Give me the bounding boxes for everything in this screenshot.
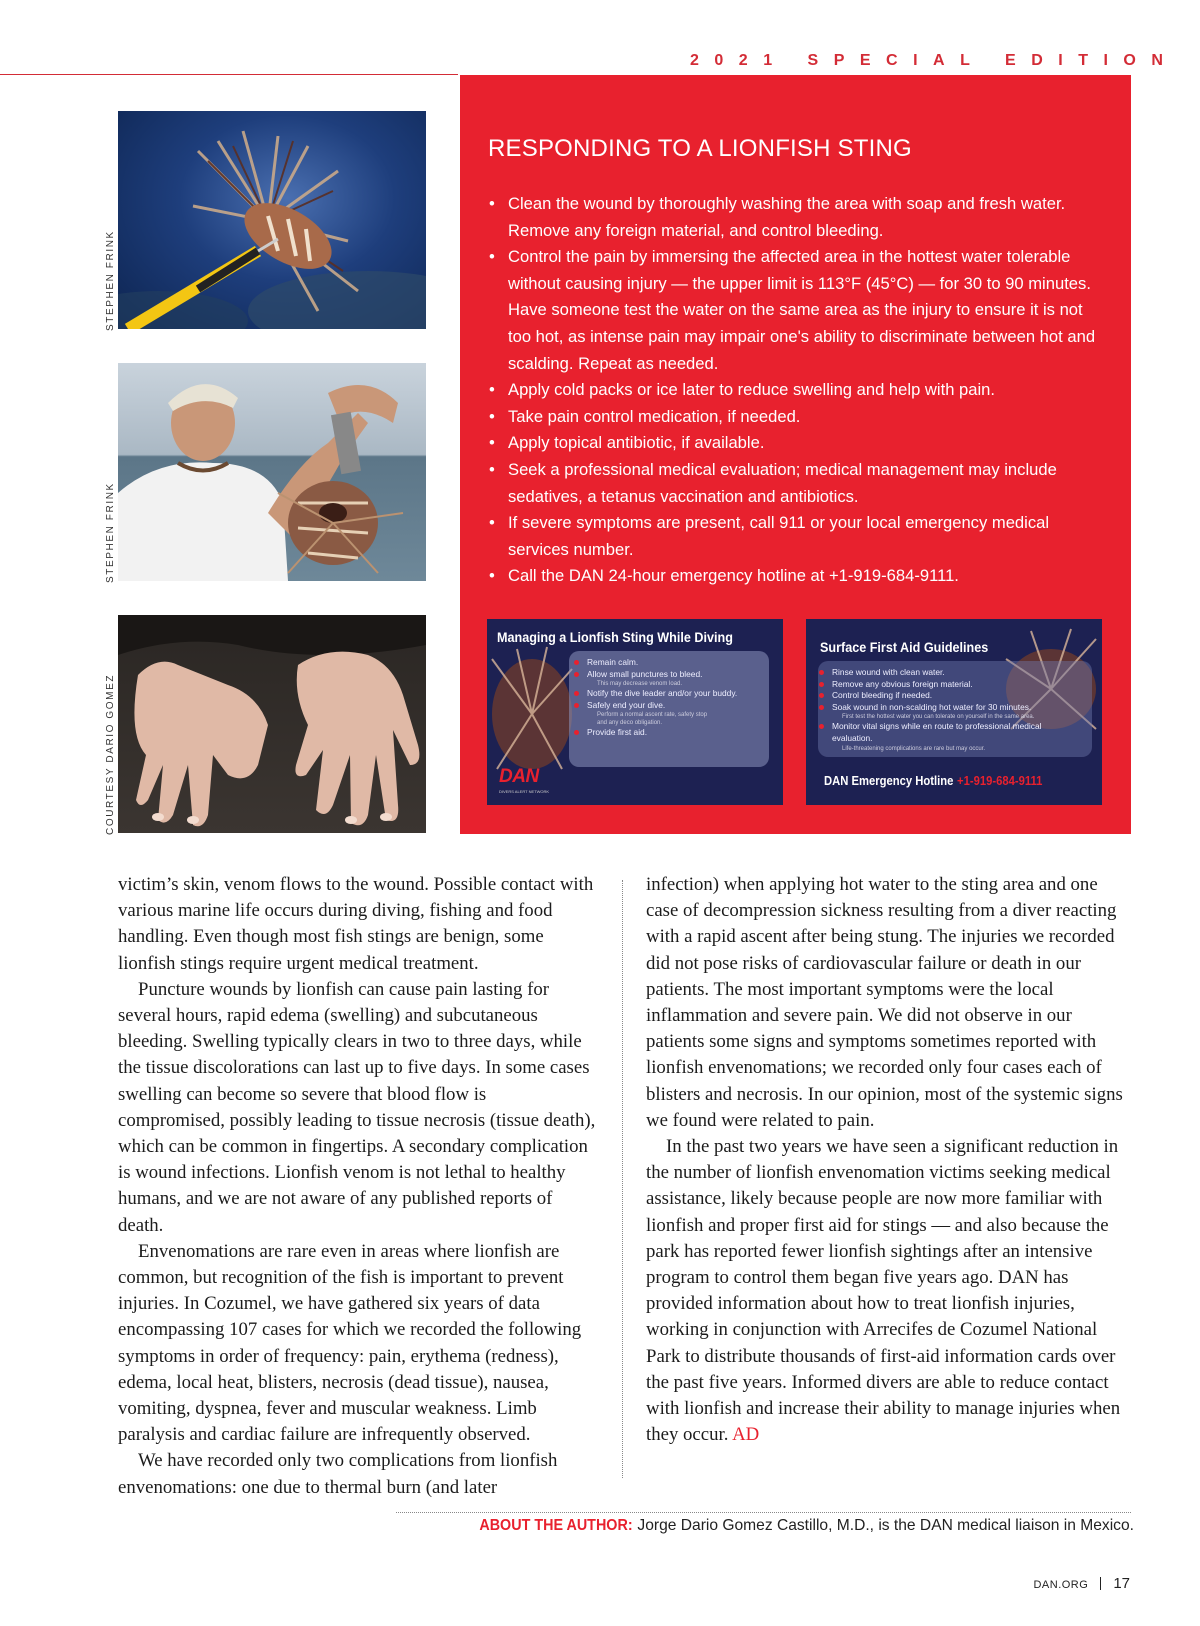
card-line: Allow small punctures to bleed. — [587, 669, 765, 681]
article-paragraph: We have recorded only two complications from lionfish envenomations: one due to thermal burn (and later — [118, 1450, 558, 1498]
dan-logo-tagline: DIVERS ALERT NETWORK — [499, 789, 550, 794]
article-paragraph: Puncture wounds by lionfish can cause pain lasting for several hours, rapid edema (swelling) and subcutaneous bleeding. Swelling typically clears in two to three days, while the tissue discolorations can last up to five days. In some cases swelling can become so severe that blood flow is compromised, possibly leading to tissue necrosis (tissue death), which can be common in fingertips. A secondary complication is wound infections. Lionfish venom is not lethal to healthy humans, and we are not aware of any published reports of death. — [118, 978, 596, 1236]
diving-sting-card — [487, 619, 783, 805]
lionfish-sting-sidebar — [460, 75, 1131, 834]
footer-separator — [1100, 1577, 1101, 1590]
edition-header: 2021 SPECIAL EDITION — [690, 52, 1179, 69]
card-line: Monitor vital signs while en route to professional medical — [832, 721, 1090, 733]
card-line: Rinse wound with clean water. — [832, 667, 1090, 679]
card-line: Soak wound in non-scalding hot water for 30 minutes. — [832, 702, 1090, 714]
sidebar-step: • Call the DAN 24-hour emergency hotline at +1-919-684-9111. — [488, 563, 1108, 590]
card-subline: Life-threatening complications are rare but may occur. — [842, 745, 986, 752]
surface-first-aid-card — [806, 619, 1102, 805]
card-line: Remove any obvious foreign material. — [832, 679, 1090, 691]
author-divider — [396, 1512, 1131, 1513]
card-subline: and any deco obligation. — [597, 720, 663, 727]
card-line: Control bleeding if needed. — [832, 690, 1090, 702]
hotline-label: DAN Emergency Hotline — [824, 774, 954, 788]
article-paragraph: victim’s skin, venom flows to the wound. Possible contact with various marine life occurs during diving, fishing and food handling. Even though most fish stings are benign, some lionfish stings require urgent medical treatment. — [118, 874, 594, 974]
sidebar-step: • Control the pain by immersing the affected area in the hottest water tolerable without causing injury — the upper limit is 113°F (45°C) — for 30 to 90 minutes. Have someone test the water on the same area as the injury to ensure it is not too hot, as intense pain may impair one's ability to discriminate between hot and scalding. Repeat as needed. — [488, 244, 1108, 377]
header-rule — [0, 74, 458, 75]
about-the-author — [399, 1517, 1134, 1535]
card-line: evaluation. — [832, 732, 873, 743]
article-right-column — [646, 872, 1131, 1448]
man-holding-lionfish-photo — [118, 363, 426, 581]
sidebar-step: • Apply cold packs or ice later to reduce swelling and help with pain. — [488, 377, 1108, 404]
emergency-hotline — [824, 774, 1042, 788]
surface-card-title: Surface First Aid Guidelines — [820, 639, 989, 655]
footer-site: DAN.ORG — [1033, 1579, 1089, 1591]
sidebar-step: • If severe symptoms are present, call 911 or your local emergency medical services number. — [488, 510, 1108, 563]
card-subline: This may decrease venom load. — [597, 681, 683, 688]
card-line: Safely end your dive. — [587, 700, 765, 712]
card-line: Notify the dive leader and/or your buddy. — [587, 688, 765, 700]
card-line: Remain calm. — [587, 657, 765, 669]
hotline-number: +1-919-684-9111 — [957, 774, 1043, 788]
page-number: 17 — [1113, 1575, 1130, 1592]
column-divider — [622, 880, 623, 1478]
end-mark: AD — [732, 1424, 760, 1446]
sidebar-step: • Seek a professional medical evaluation; medical management may include sedatives, a tetanus vaccination and antibiotics. — [488, 457, 1108, 510]
sidebar-steps-list — [488, 191, 1108, 590]
article-paragraph: In the past two years we have seen a significant reduction in the number of lionfish envenomation victims seeking medical assistance, likely because people are now more familiar with lionfish and proper first aid for stings — and also because the park has reported fewer lionfish sightings after an intensive program to control them began five years ago. DAN has provided information about how to treat lionfish injuries, working in conjunction with Arrecifes de Cozumel National Park to distribute thousands of first-aid information cards over the past five years. Informed divers are able to reduce contact with lionfish and increase their ability to manage injuries when they occur. AD — [646, 1136, 1121, 1446]
sidebar-step: • Apply topical antibiotic, if available. — [488, 430, 1108, 457]
article-paragraph: Envenomations are rare even in areas where lionfish are common, but recognition of the fish is important to prevent injuries. In Cozumel, we have gathered six years of data encompassing 107 cases for which we recorded the following symptoms in order of frequency: pain, erythema (redness), edema, local heat, blisters, necrosis (dead tissue), nausea, vomiting, dyspnea, fever and muscular weakness. Limb paralysis and cardiac failure are infrequently observed. — [118, 1240, 582, 1446]
surface-card-lines — [832, 667, 1090, 753]
lionfish-spear-photo — [118, 111, 426, 329]
author-label: ABOUT THE AUTHOR: — [479, 1517, 634, 1534]
diving-card-title: Managing a Lionfish Sting While Diving — [497, 629, 733, 645]
diving-card-lines — [587, 657, 765, 739]
sidebar-step: • Clean the wound by thoroughly washing the area with soap and fresh water. Remove any foreign material, and control bleeding. — [488, 191, 1108, 244]
sidebar-step: • Take pain control medication, if needed. — [488, 404, 1108, 431]
sidebar-title: RESPONDING TO A LIONFISH STING — [488, 135, 912, 162]
article-left-column — [118, 872, 596, 1501]
author-text: Jorge Dario Gomez Castillo, M.D., is the DAN medical liaison in Mexico. — [637, 1517, 1134, 1534]
swollen-hands-photo — [118, 615, 426, 833]
page-footer — [1033, 1575, 1130, 1593]
card-subline: First test the hottest water you can tolerate on yourself in the same area. — [842, 714, 1035, 721]
article-paragraph: infection) when applying hot water to the sting area and one case of decompression sickness resulting from a diver reacting with a rapid ascent after being stung. The injuries we recorded did not pose risks of cardiovascular failure or death in our patients. The most important symptoms were the local inflammation and severe pain. We did not observe in our patients some signs and symptoms sometimes reported with lionfish envenomations; we recorded only four cases each of blisters and necrosis. In our opinion, most of the systemic signs we found were related to pain. — [646, 874, 1123, 1131]
card-subline: Perform a normal ascent rate, safety stop — [597, 712, 708, 719]
dan-logo: DAN — [499, 766, 539, 787]
card-line: Provide first aid. — [587, 727, 765, 739]
